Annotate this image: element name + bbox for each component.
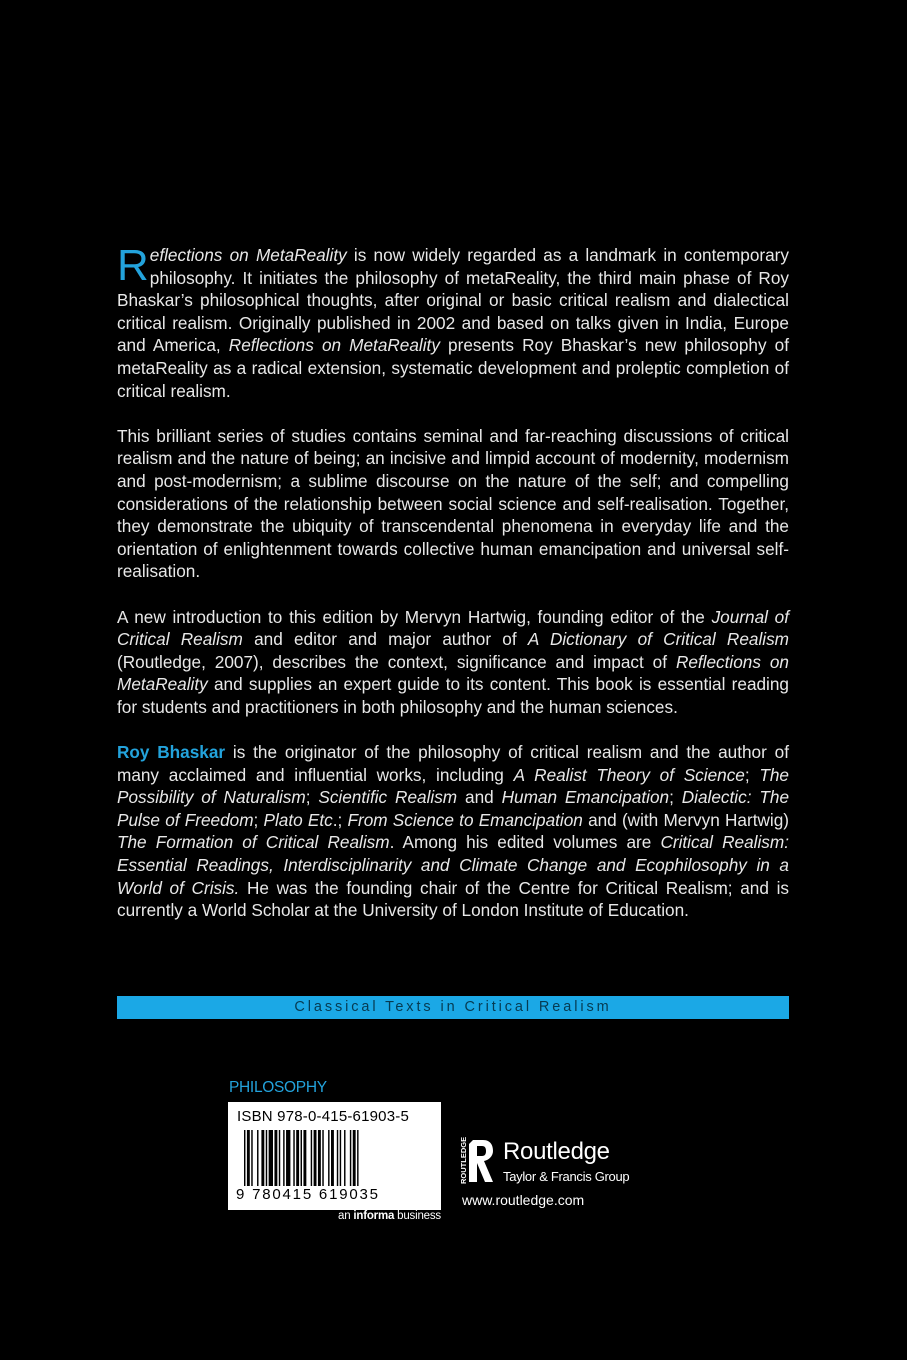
barcode-bar — [266, 1130, 267, 1192]
barcode-bar — [350, 1130, 351, 1192]
author-name: Roy Bhaskar — [117, 742, 226, 763]
drop-cap: R — [117, 241, 149, 290]
routledge-logo-icon — [457, 1136, 497, 1186]
series-band: Classical Texts in Critical Realism — [117, 996, 789, 1019]
barcode-bar — [257, 1130, 258, 1192]
barcode-bar — [357, 1130, 358, 1192]
informa-tagline: an informa business — [338, 1210, 441, 1222]
barcode-bar — [261, 1130, 264, 1192]
barcode-bar — [279, 1130, 280, 1192]
publisher-website: www.routledge.com — [462, 1192, 585, 1208]
blurb-paragraph-1: Reflections on MetaReality is now widely regarded as a landmark in contemporary philosophy. It initiates the philosophy of metaReality, the third main phase of Roy Bhaskar’s philosophical thoughts, after original or basic critical realism and dialectical critical realism. Originally published in 2002 and based on talks given in India, Europe and America, Reflections on MetaReality presents Roy Bhaskar’s new philosophy of metaReality as a radical extension, systematic development and proleptic completion of critical realism. — [117, 241, 789, 401]
barcode-bar — [344, 1130, 345, 1192]
barcode-bar — [337, 1130, 338, 1192]
barcode-bar — [301, 1130, 302, 1192]
barcode-bar — [251, 1130, 252, 1192]
barcode-bar — [331, 1130, 334, 1192]
publisher-name: Routledge — [503, 1138, 610, 1165]
author-bio: Roy Bhaskar is the originator of the philosophy of critical realism and the author of many acclaimed and influential works, including A Realist Theory of Science; The Possibility of Naturalism; Scientific Realism and Human Emancipation; Dialectic: The Pulse of Freedom; Plato Etc.; From Science to Emancipation and (with Mervyn Hartwig) The Formation of Critical Realism. Among his edited volumes are Critical Realism: Essential Readings, Interdisciplinarity and Climate Change and Ecophilosophy in a World of Crisis. He was the founding chair of the Centre for Critical Realism; and is currently a World Scholar at the University of London Institute of Education. — [117, 742, 790, 921]
barcode-bar — [283, 1130, 284, 1192]
isbn-barcode — [228, 1102, 441, 1210]
blurb-paragraph-2: This brilliant series of studies contains seminal and far-reaching discussions of critical realism and the nature of being; an incisive and limpid account of modernity, modernism and post-modernism; a sublime discourse on the nature of the self; and compelling considerations of the relationship between social science and self-realisation. Together, they demonstrate the ubiquity of transcendental phenomena in everyday life and the orientation of enlightenment towards collective human emancipation and universal self-realisation. — [117, 425, 789, 582]
barcode-bar — [353, 1130, 356, 1192]
barcode-bar — [274, 1130, 277, 1192]
barcode-bar — [286, 1130, 290, 1192]
barcode-bar — [314, 1130, 317, 1192]
barcode-bar — [303, 1130, 306, 1192]
barcode-bar — [247, 1130, 250, 1192]
barcode-digits: 9 780415 619035 — [236, 1186, 380, 1203]
barcode-bar — [318, 1130, 321, 1192]
barcode-bar — [269, 1130, 273, 1192]
isbn-number: ISBN 978-0-415-61903-5 — [237, 1108, 410, 1125]
back-cover-blurb — [117, 241, 790, 944]
barcode-bar — [244, 1130, 245, 1192]
subject-category: PHILOSOPHY — [229, 1079, 327, 1096]
barcode-bar — [340, 1130, 341, 1192]
barcode-bars — [244, 1130, 434, 1192]
blurb-paragraph-3: A new introduction to this edition by Mervyn Hartwig, founding editor of the Journal of Critical Realism and editor and major author of A Dictionary of Critical Realism (Routledge, 2007), describes the context, significance and impact of Reflections on MetaReality and supplies an expert guide to its content. This book is essential reading for students and practitioners in both philosophy and the human sciences. — [117, 606, 789, 717]
barcode-bar — [322, 1130, 323, 1192]
barcode-bar — [328, 1130, 329, 1192]
barcode-bar — [296, 1130, 299, 1192]
barcode-bar — [311, 1130, 312, 1192]
publisher-group: Taylor & Francis Group — [503, 1169, 630, 1184]
svg-text:ROUTLEDGE: ROUTLEDGE — [459, 1136, 468, 1184]
barcode-bar — [293, 1130, 294, 1192]
